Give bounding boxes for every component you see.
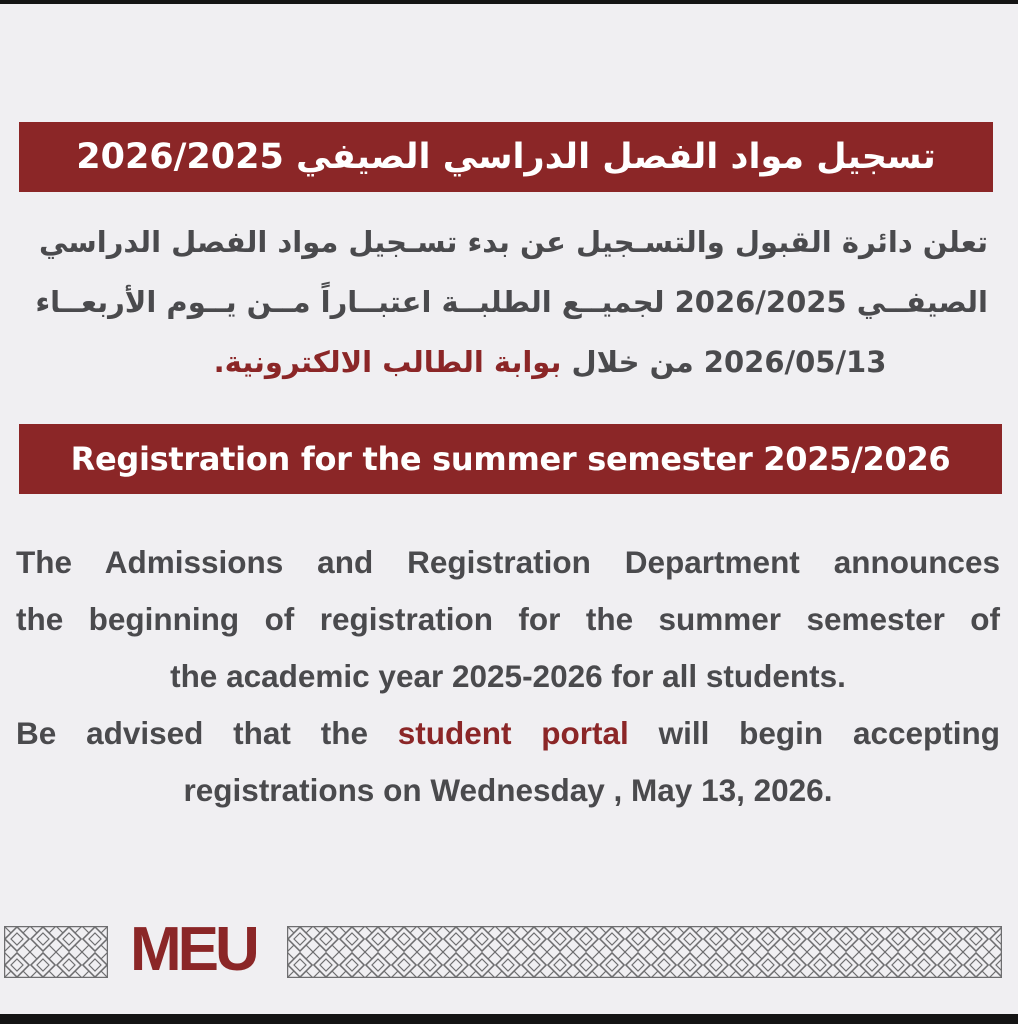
arabic-portal-link: بوابة الطالب الالكترونية. [213,345,562,379]
english-announcement [16,534,1000,819]
top-edge-bar [0,0,1018,4]
english-line-2: the beginning of registration for the summer semester of [16,601,1000,637]
arabic-line-1: تعلن دائرة القبول والتسـجيل عن بدء تسـجيل مواد الفصل الدراسي [38,225,988,259]
english-title: Registration for the summer semester 2025/2026 [70,440,951,478]
english-portal-link: student portal [397,715,629,751]
arabic-title-banner [19,122,993,192]
arabic-line-3 [22,332,988,392]
geometric-pattern-icon [287,926,1002,978]
english-line-1: The Admissions and Registration Department announces [16,544,1000,580]
english-line-4-start: Be advised that the [16,715,398,751]
arabic-title: تسجيل مواد الفصل الدراسي الصيفي 2026/2025 [76,137,936,177]
english-title-banner [19,424,1002,494]
english-line-5: registrations on Wednesday , May 13, 2026. [183,772,833,808]
english-line-3: the academic year 2025-2026 for all students. [170,658,846,694]
english-line-4-end: will begin accepting [628,715,1000,751]
geometric-pattern-icon [4,926,108,978]
footer [0,915,1018,984]
english-line-4 [16,705,1000,762]
meu-logo: MEU [130,915,256,984]
bottom-edge-bar [0,1014,1018,1024]
arabic-line-2: الصيفــي 2026/2025 لجميــع الطلبــة اعتبــاراً مــن يــوم الأربعــاء [35,285,988,319]
arabic-announcement [22,212,988,392]
arabic-line-3-text: 2026/05/13 من خلال [561,345,887,379]
